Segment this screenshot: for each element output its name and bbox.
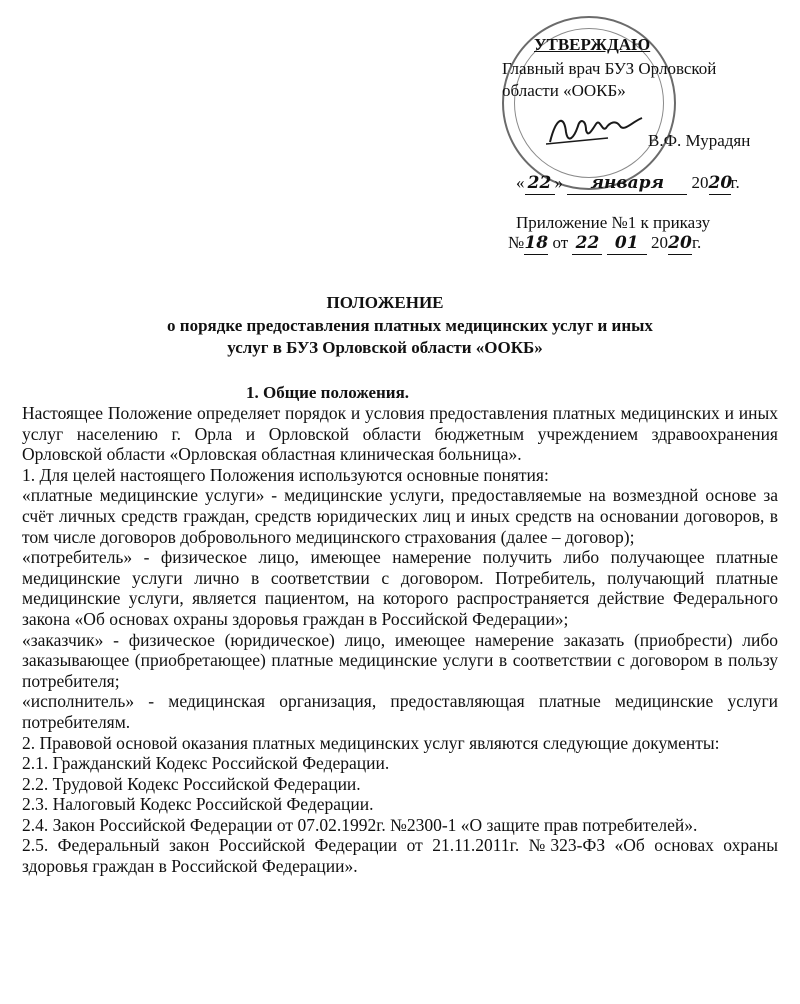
paragraph-def-consumer: «потребитель» - физическое лицо, имеющее намерение получить либо получающее платные медицинские услуги лично в соответствии с договором. Потребитель, получающий платные медицинские услуги, является пациентом, на которого распространяется действие Федерального закона «Об основах охраны здоровья граждан в Российской Федерации»; bbox=[22, 547, 778, 629]
approval-position-line2: области «ООКБ» bbox=[502, 81, 626, 100]
date-year-end: г. bbox=[730, 173, 740, 192]
order-year-prefix: 20 bbox=[650, 233, 668, 252]
order-year-suffix: 20 bbox=[668, 233, 692, 253]
date-month: января bbox=[567, 172, 687, 195]
document-subtitle-line2: услуг в БУЗ Орловской области «ООКБ» bbox=[227, 338, 543, 357]
date-day: 22 bbox=[525, 172, 555, 195]
list-item-2-2: 2.2. Трудовой Кодекс Российской Федерации. bbox=[22, 773, 361, 794]
approval-heading: УТВЕРЖДАЮ bbox=[534, 35, 651, 54]
document-body bbox=[22, 403, 778, 877]
order-no-label: № bbox=[508, 233, 525, 252]
paragraph-def-paid-services: «платные медицинские услуги» - медицинские услуги, предоставляемые на возмездной основе за счёт личных средств граждан, средств юридических лиц и иных средств на основании договоров, в том числе договоров добровольного медицинского страхования (далее – договор); bbox=[22, 485, 778, 547]
list-item-2-4: 2.4. Закон Российской Федерации от 07.02.1992г. №2300-1 «О защите прав потребителей». bbox=[22, 814, 698, 835]
document-title: ПОЛОЖЕНИЕ bbox=[326, 293, 444, 312]
date-quote-close: » bbox=[554, 173, 563, 192]
list-item-2-3: 2.3. Налоговый Кодекс Российской Федерации. bbox=[22, 794, 374, 815]
list-item-2-1: 2.1. Гражданский Кодекс Российской Федерации. bbox=[22, 753, 390, 774]
approval-position-line1: Главный врач БУЗ Орловской bbox=[502, 59, 717, 78]
order-no: 18 bbox=[524, 233, 549, 253]
order-month: 01 bbox=[607, 232, 647, 255]
order-year-end: г. bbox=[691, 233, 702, 252]
signature bbox=[546, 108, 646, 150]
date-year-prefix: 20 bbox=[691, 173, 709, 192]
date-quote-open: « bbox=[516, 173, 525, 192]
order-day: 22 bbox=[572, 232, 602, 255]
date-year-suffix: 20 bbox=[708, 173, 733, 193]
appendix-note: Приложение №1 к приказу bbox=[516, 213, 711, 232]
approval-signer: В.Ф. Мурадян bbox=[648, 131, 751, 150]
paragraph-definitions-lead: 1. Для целей настоящего Положения используются основные понятия: bbox=[22, 464, 549, 485]
order-from-label: от bbox=[552, 233, 569, 252]
paragraph-def-customer: «заказчик» - физическое (юридическое) лицо, имеющее намерение заказать (приобрести) либо заказывающее (приобретающее) платные медицинские услуги в соответствии с договором в пользу потребителя; bbox=[22, 629, 778, 691]
section-heading-general: 1. Общие положения. bbox=[246, 383, 410, 402]
paragraph-intro: Настоящее Положение определяет порядок и условия предоставления платных медицинских и иных услуг населению г. Орла и Орловской области бюджетным учреждением здравоохранения Орловской области «Орловская областная клиническая больница». bbox=[22, 403, 778, 465]
list-item-2-5: 2.5. Федеральный закон Российской Федерации от 21.11.2011г. №323-ФЗ «Об основах охраны здоровья граждан в Российской Федерации». bbox=[22, 835, 778, 877]
approval-date bbox=[516, 172, 740, 195]
document-subtitle-line1: о порядке предоставления платных медицинских услуг и иных bbox=[167, 316, 653, 335]
paragraph-def-contractor: «исполнитель» - медицинская организация, предоставляющая платные медицинские услуги потребителям. bbox=[22, 691, 778, 732]
paragraph-legal-basis: 2. Правовой основой оказания платных медицинских услуг являются следующие документы: bbox=[22, 732, 720, 753]
order-number-line bbox=[508, 232, 701, 255]
